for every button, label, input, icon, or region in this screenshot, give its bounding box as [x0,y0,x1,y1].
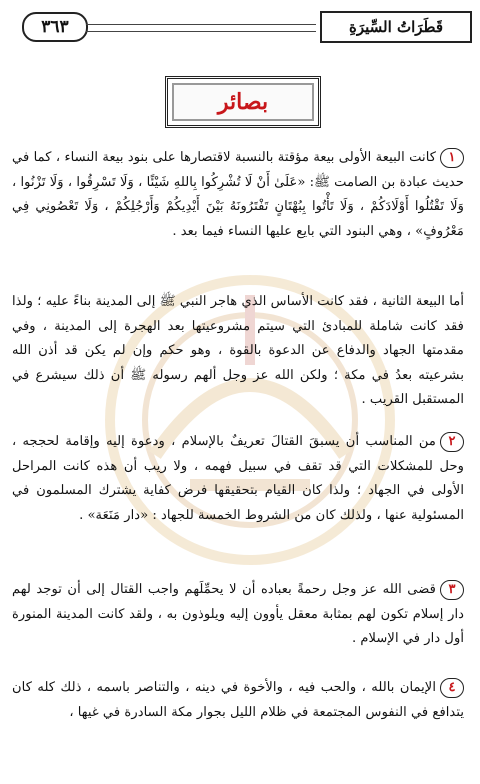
page-header [10,8,470,48]
paragraph-text: أما البيعة الثانية ، فقد كانت الأساس الذي هاجر النبي ﷺ إلى المدينة بناءً عليه ؛ ولذا فقد كانت شاملة للمبادئ التي سيتم مشروعيتها بعد الهجرة إلى المدينة ، وفي مقدمتها الجهاد والدفاع عن الدعوة بالقوة ، وهو حكم وإن لم يكن قد أذن الله بشرعيته بعدُ في مكة ؛ ولكن الله عز وجل ألهم رسوله ﷺ أن ذلك سيشرع في المستقبل القريب . [12,294,464,407]
header-divider [86,24,316,32]
paragraph-text: الإيمان بالله ، والحب فيه ، والأخوة في دينه ، والتناصر باسمه ، ذلك كله كان يتدافع في النفوس المجتمعة في ظلام الليل بجوار مكة السادرة في غيها ، [12,680,464,720]
paragraph-3 [12,430,464,528]
paragraph-number: ٣ [440,580,464,600]
paragraph-number: ٤ [440,678,464,698]
paragraph-text: كانت البيعة الأولى بيعة مؤقتة بالنسبة لاقتصارها على بنود بيعة النساء ، كما في حديث عبادة بن الصامت ﷺ: «عَلَىٰ أَنْ لَا تُشْرِكُوا بِاللهِ شَيْئًا ، وَلَا تَسْرِقُوا ، وَلَا تَزْنُوا ، وَلَا تَقْتُلُوا أَوْلَادَكُمْ ، وَلَا تَأْتُوا بِبُهْتَانٍ تَفْتَرُونَهُ بَيْنَ أَيْدِيكُمْ وَأَرْجُلِكُمْ ، وَلَا تَعْصُونِي فِي مَعْرُوفٍ» ، وهي البنود التي بايع عليها النساء فيما بعد . [12,150,464,239]
page-number: ٣٦٣ [22,12,88,42]
paragraph-5 [12,676,464,725]
section-heading-frame [165,76,321,128]
running-title: قَطَرَاتُ السِّيرَةِ [320,11,472,43]
paragraph-number: ١ [440,148,464,168]
paragraph-number: ٢ [440,432,464,452]
paragraph-4 [12,578,464,652]
paragraph-1 [12,146,464,244]
section-title: بصائر [217,89,269,115]
paragraph-text: من المناسب أن يسبقَ القتالَ تعريفٌ بالإسلام ، ودعوة إليه وإقامة لحججه ، وحل للمشكلات التي قد تقف في سبيل فهمه ، ولا ريب أن هذه كانت المراحل الأولى في الجهاد ؛ ولذا كان القيام بتحقيقها فرض كفاية يشترك المسلمون في المسئولية عنها ، ولذلك كان من الشروط الخمسة للجهاد : «دار مَنَعَة» . [12,434,464,523]
paragraph-text: قضى الله عز وجل رحمةً بعباده أن لا يحمِّلَهم واجب القتال إلى أن توجد لهم دار إسلام تكون لهم بمثابة معقل يأوون إليه ويلوذون به ، ولقد كانت المدينة المنورة أول دار في الإسلام . [12,582,464,646]
paragraph-2 [12,290,464,413]
